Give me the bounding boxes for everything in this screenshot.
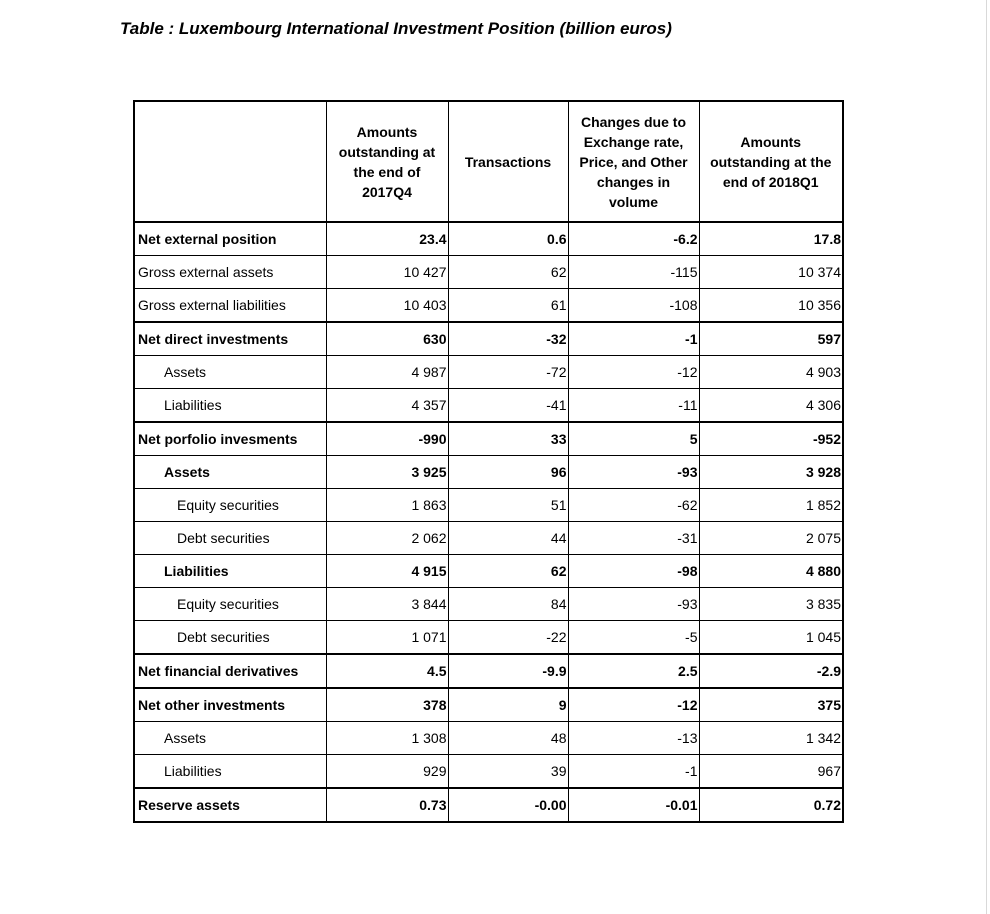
cell-changes: -5 xyxy=(568,621,699,655)
table-row xyxy=(134,621,843,655)
cell-amount-2018q1: 10 374 xyxy=(699,256,843,289)
table-row xyxy=(134,722,843,755)
cell-transactions: 39 xyxy=(448,755,568,789)
cell-changes: 2.5 xyxy=(568,654,699,688)
cell-changes: -12 xyxy=(568,688,699,722)
cell-transactions: -72 xyxy=(448,356,568,389)
row-label: Net direct investments xyxy=(134,322,326,356)
cell-amount-2017q4: 3 925 xyxy=(326,456,448,489)
cell-amount-2018q1: 0.72 xyxy=(699,788,843,822)
cell-changes: -11 xyxy=(568,389,699,423)
cell-amount-2017q4: 378 xyxy=(326,688,448,722)
header-changes: Changes due to Exchange rate, Price, and Other changes in volume xyxy=(568,101,699,222)
table-row xyxy=(134,522,843,555)
cell-changes: -13 xyxy=(568,722,699,755)
cell-transactions: 84 xyxy=(448,588,568,621)
table-body xyxy=(134,222,843,822)
cell-amount-2018q1: 2 075 xyxy=(699,522,843,555)
header-label-column xyxy=(134,101,326,222)
cell-amount-2017q4: 1 071 xyxy=(326,621,448,655)
cell-amount-2018q1: 10 356 xyxy=(699,289,843,323)
cell-changes: -12 xyxy=(568,356,699,389)
row-label: Gross external assets xyxy=(134,256,326,289)
table-row xyxy=(134,654,843,688)
cell-amount-2018q1: -2.9 xyxy=(699,654,843,688)
row-label: Assets xyxy=(134,456,326,489)
cell-changes: -108 xyxy=(568,289,699,323)
header-amounts-2017q4: Amounts outstanding at the end of 2017Q4 xyxy=(326,101,448,222)
cell-amount-2018q1: 967 xyxy=(699,755,843,789)
cell-transactions: 33 xyxy=(448,422,568,456)
cell-changes: -31 xyxy=(568,522,699,555)
table-title: Table : Luxembourg International Investment Position (billion euros) xyxy=(120,19,672,38)
cell-changes: -93 xyxy=(568,456,699,489)
header-amounts-2018q1: Amounts outstanding at the end of 2018Q1 xyxy=(699,101,843,222)
table-row xyxy=(134,422,843,456)
cell-amount-2017q4: 0.73 xyxy=(326,788,448,822)
cell-amount-2017q4: 929 xyxy=(326,755,448,789)
cell-amount-2018q1: 597 xyxy=(699,322,843,356)
cell-transactions: -0.00 xyxy=(448,788,568,822)
row-label: Liabilities xyxy=(134,555,326,588)
cell-amount-2017q4: 4 357 xyxy=(326,389,448,423)
row-label: Equity securities xyxy=(134,588,326,621)
row-label: Net external position xyxy=(134,222,326,256)
cell-changes: -6.2 xyxy=(568,222,699,256)
cell-amount-2018q1: -952 xyxy=(699,422,843,456)
cell-amount-2018q1: 1 852 xyxy=(699,489,843,522)
cell-transactions: 9 xyxy=(448,688,568,722)
table-row xyxy=(134,356,843,389)
table-row xyxy=(134,256,843,289)
table-row xyxy=(134,289,843,323)
cell-transactions: 62 xyxy=(448,256,568,289)
table-row xyxy=(134,322,843,356)
cell-transactions: 44 xyxy=(448,522,568,555)
cell-amount-2017q4: 10 427 xyxy=(326,256,448,289)
row-label: Gross external liabilities xyxy=(134,289,326,323)
row-label: Liabilities xyxy=(134,389,326,423)
cell-amount-2017q4: 2 062 xyxy=(326,522,448,555)
table-row xyxy=(134,456,843,489)
cell-changes: -1 xyxy=(568,322,699,356)
row-label: Net financial derivatives xyxy=(134,654,326,688)
row-label: Net other investments xyxy=(134,688,326,722)
row-label: Liabilities xyxy=(134,755,326,789)
cell-changes: -62 xyxy=(568,489,699,522)
cell-amount-2017q4: 630 xyxy=(326,322,448,356)
cell-amount-2017q4: -990 xyxy=(326,422,448,456)
row-label: Net porfolio invesments xyxy=(134,422,326,456)
cell-transactions: 62 xyxy=(448,555,568,588)
cell-transactions: -41 xyxy=(448,389,568,423)
cell-amount-2018q1: 1 045 xyxy=(699,621,843,655)
cell-changes: -115 xyxy=(568,256,699,289)
table-row xyxy=(134,389,843,423)
header-transactions: Transactions xyxy=(448,101,568,222)
cell-amount-2018q1: 4 306 xyxy=(699,389,843,423)
cell-changes: -98 xyxy=(568,555,699,588)
table-row xyxy=(134,588,843,621)
cell-amount-2017q4: 1 863 xyxy=(326,489,448,522)
table-row xyxy=(134,489,843,522)
row-label: Reserve assets xyxy=(134,788,326,822)
cell-changes: -93 xyxy=(568,588,699,621)
cell-transactions: -22 xyxy=(448,621,568,655)
cell-amount-2018q1: 1 342 xyxy=(699,722,843,755)
cell-amount-2017q4: 4 987 xyxy=(326,356,448,389)
cell-amount-2017q4: 10 403 xyxy=(326,289,448,323)
cell-amount-2018q1: 17.8 xyxy=(699,222,843,256)
cell-transactions: -32 xyxy=(448,322,568,356)
table-row xyxy=(134,555,843,588)
cell-changes: -1 xyxy=(568,755,699,789)
cell-amount-2017q4: 1 308 xyxy=(326,722,448,755)
row-label: Debt securities xyxy=(134,621,326,655)
cell-amount-2018q1: 4 903 xyxy=(699,356,843,389)
cell-changes: 5 xyxy=(568,422,699,456)
cell-changes: -0.01 xyxy=(568,788,699,822)
cell-transactions: -9.9 xyxy=(448,654,568,688)
page-right-border xyxy=(986,0,987,914)
cell-amount-2017q4: 4 915 xyxy=(326,555,448,588)
row-label: Assets xyxy=(134,356,326,389)
table-row xyxy=(134,788,843,822)
row-label: Debt securities xyxy=(134,522,326,555)
table-header-row xyxy=(134,101,843,222)
table-row xyxy=(134,688,843,722)
cell-amount-2018q1: 375 xyxy=(699,688,843,722)
cell-transactions: 48 xyxy=(448,722,568,755)
cell-amount-2017q4: 3 844 xyxy=(326,588,448,621)
cell-transactions: 96 xyxy=(448,456,568,489)
row-label: Equity securities xyxy=(134,489,326,522)
cell-amount-2018q1: 3 835 xyxy=(699,588,843,621)
cell-amount-2017q4: 23.4 xyxy=(326,222,448,256)
cell-transactions: 51 xyxy=(448,489,568,522)
table-row xyxy=(134,222,843,256)
table-row xyxy=(134,755,843,789)
cell-amount-2018q1: 3 928 xyxy=(699,456,843,489)
cell-amount-2018q1: 4 880 xyxy=(699,555,843,588)
investment-position-table xyxy=(133,100,844,823)
cell-transactions: 0.6 xyxy=(448,222,568,256)
cell-amount-2017q4: 4.5 xyxy=(326,654,448,688)
row-label: Assets xyxy=(134,722,326,755)
cell-transactions: 61 xyxy=(448,289,568,323)
